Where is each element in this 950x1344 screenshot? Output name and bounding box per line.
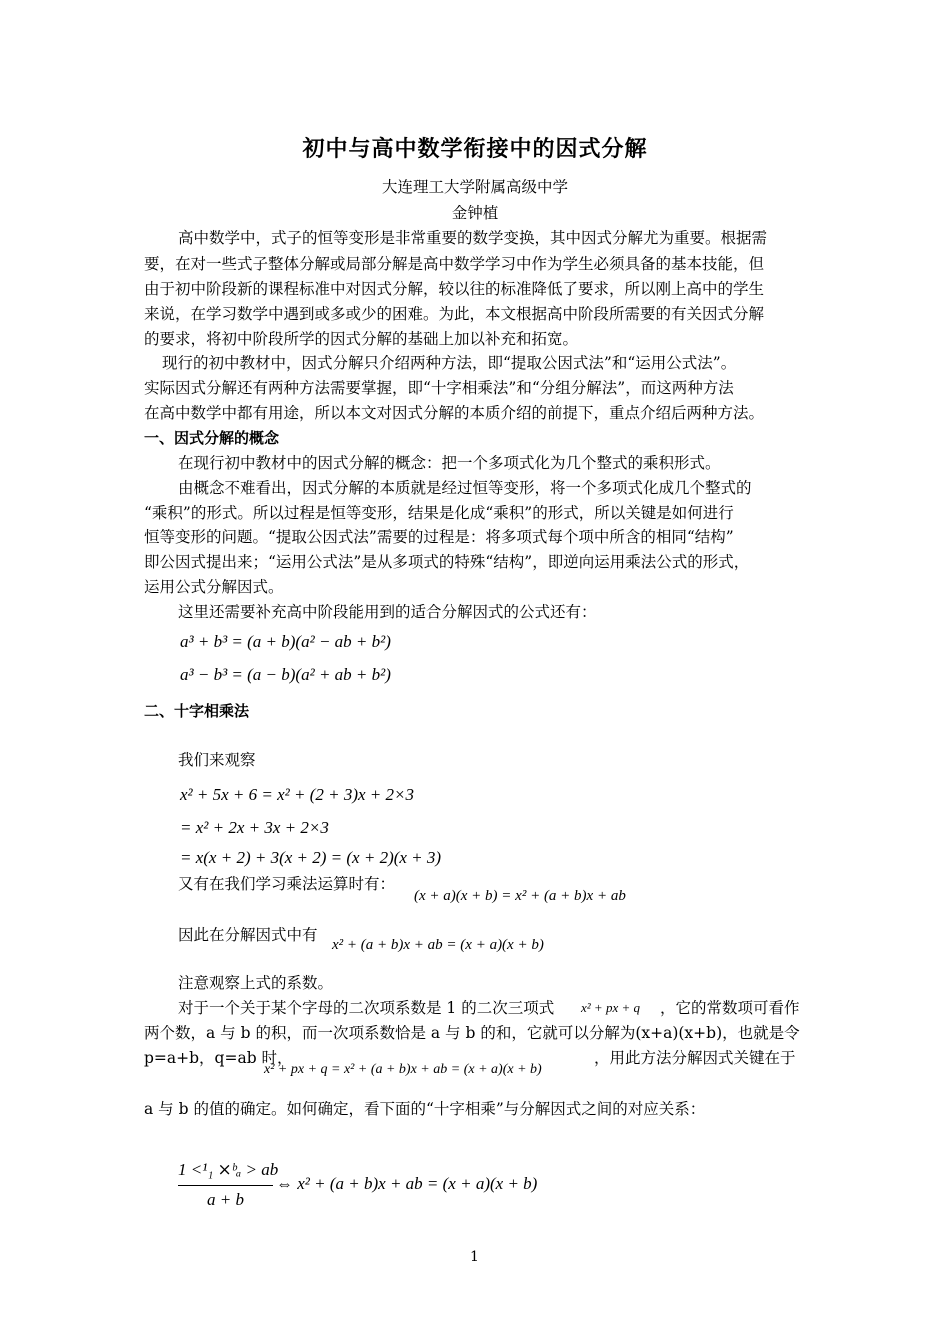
intro-line: 来说，在学习数学中遇到或多或少的困难。为此，本文根据高中阶段所需要的有关因式分解 [144, 305, 765, 323]
intro-line: 的要求，将初中阶段所学的因式分解的基础上加以补充和拓宽。 [144, 330, 579, 348]
section1-para-line: 运用公式分解因式。 [144, 578, 284, 596]
note-text: 注意观察上式的系数。 [178, 974, 334, 992]
doc-title: 初中与高中数学衔接中的因式分解 [302, 136, 648, 162]
multiplication-formula: (x + a)(x + b) = x² + (a + b)x + ab [414, 888, 626, 904]
p-line1-text: 对于一个关于某个字母的二次项系数是 1 的二次三项式 [178, 999, 555, 1017]
page-number: 1 [470, 1249, 479, 1265]
cross-multiplication-fraction [178, 1158, 279, 1214]
section2-heading: 二、十字相乘法 [144, 702, 250, 720]
section1-heading: 一、因式分解的概念 [144, 429, 280, 447]
factor-text: 因此在分解因式中有 [178, 926, 318, 944]
sum-of-cubes-formula: a³ + b³ = (a + b)(a² − ab + b²) [180, 632, 391, 651]
para2-line: 现行的初中教材中，因式分解只介绍两种方法，即“提取公因式法”和“运用公式法”。 [162, 354, 737, 372]
definition-line: 在现行初中教材中的因式分解的概念：把一个多项式化为几个整式的乘积形式。 [178, 454, 721, 472]
intro-line: 要，在对一些式子整体分解或局部分解是高中数学学习中作为学生必须具备的基本技能，但 [144, 255, 765, 273]
equation-line: = x² + 2x + 3x + 2×3 [180, 818, 329, 837]
factor-formula: x² + (a + b)x + ab = (x + a)(x + b) [332, 937, 544, 953]
equation-line: x² + 5x + 6 = x² + (2 + 3)x + 2×3 [180, 785, 414, 804]
observe-text: 我们来观察 [178, 751, 256, 769]
p-line1-text-end: ，它的常数项可看作 [660, 999, 800, 1017]
difference-of-cubes-formula: a³ − b³ = (a − b)(a² + ab + b²) [180, 665, 391, 684]
section1-para-line: 恒等变形的问题。“提取公因式法”需要的过程是：将多项式每个项中所含的相同“结构” [144, 528, 734, 546]
multiplication-text: 又有在我们学习乘法运算时有： [178, 875, 396, 893]
cross-equivalence-formula: ⇔ x² + (a + b)x + ab = (x + a)(x + b) [276, 1174, 538, 1193]
intro-line: 高中数学中，式子的恒等变形是非常重要的数学变换，其中因式分解尤为重要。根据需 [178, 229, 768, 247]
equation-line: = x(x + 2) + 3(x + 2) = (x + 2)(x + 3) [180, 848, 442, 867]
section1-para-line: “乘积”的形式。所以过程是恒等变形，结果是化成“乘积”的形式，所以关键是如何进行 [144, 504, 734, 522]
cross-numerator: 1 <¹₁ ⨯ᵇₐ > ab [178, 1160, 279, 1179]
p-line4-text: a 与 b 的值的确定。如何确定，看下面的“十字相乘”与分解因式之间的对应关系： [144, 1100, 706, 1118]
author-name: 金钟植 [451, 204, 499, 222]
section1-para-line: 即公因式提出来；“运用公式法”是从多项式的特殊“结构”，即逆向运用乘法公式的形式， [144, 553, 750, 571]
p-line3-text: p=a+b，q=ab 时， [144, 1049, 293, 1067]
cross-denominator: a + b [207, 1190, 244, 1209]
p-line3-text-end: ，用此方法分解因式关键在于 [594, 1049, 796, 1067]
intro-line: 由于初中阶段新的课程标准中对因式分解，较以往的标准降低了要求，所以刚上高中的学生 [144, 280, 765, 298]
section1-para-line: 由概念不难看出，因式分解的本质就是经过恒等变形，将一个多项式化成几个整式的 [178, 479, 752, 497]
pq-formula: x² + px + q = x² + (a + b)x + ab = (x + a)(x + b) [264, 1062, 542, 1077]
p-line2-text: 两个数，a 与 b 的积，而一次项系数恰是 a 与 b 的和，它就可以分解为(x+a)(x+b)，也就是令 [144, 1024, 800, 1042]
fraction-bar [178, 1185, 273, 1186]
para2-line: 实际因式分解还有两种方法需要掌握，即“十字相乘法”和“分组分解法”，而这两种方法 [144, 379, 734, 397]
para2-line: 在高中数学中都有用途，所以本文对因式分解的本质介绍的前提下，重点介绍后两种方法。 [144, 404, 765, 422]
school-name: 大连理工大学附属高级中学 [381, 178, 568, 196]
supplement-line: 这里还需要补充高中阶段能用到的适合分解因式的公式还有： [178, 603, 597, 621]
trinomial-formula: x² + px + q [581, 1000, 640, 1015]
